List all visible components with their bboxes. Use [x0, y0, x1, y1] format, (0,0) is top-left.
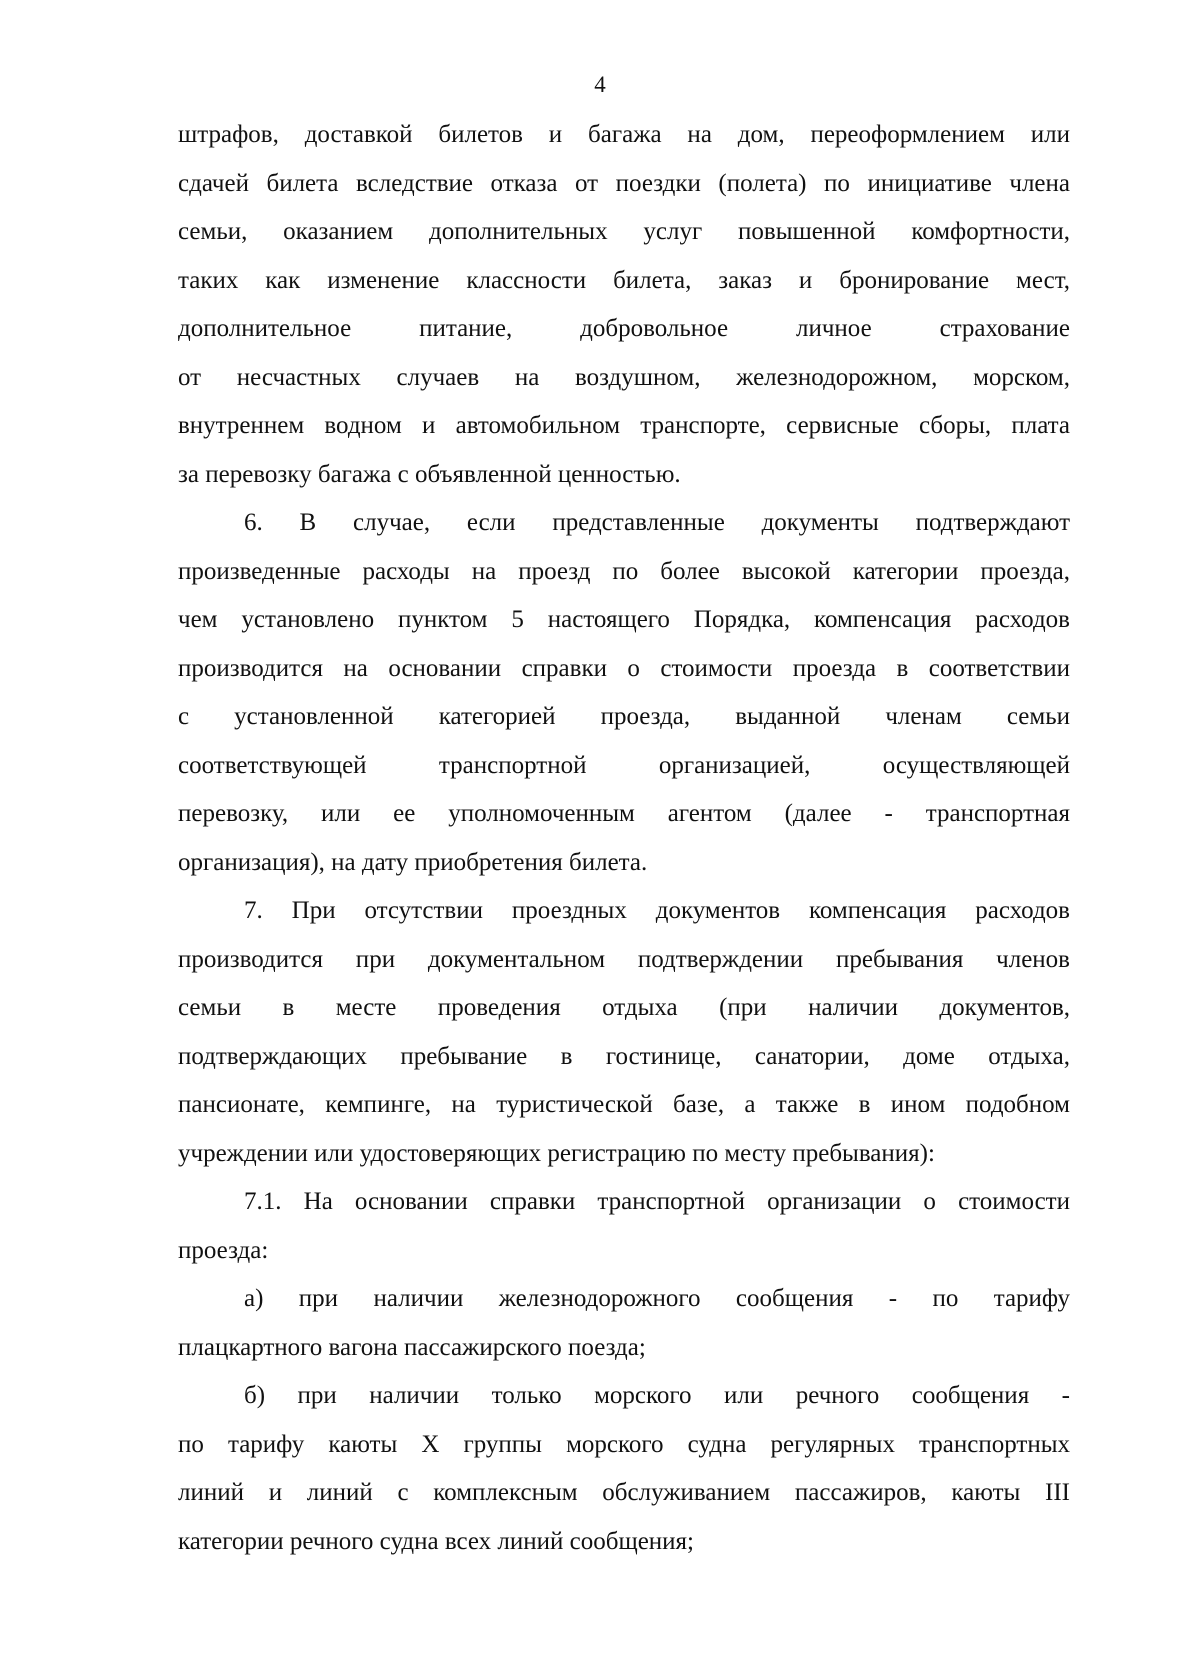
page-number: 4 [594, 72, 606, 97]
paragraph-item-b [178, 1372, 1070, 1566]
text-line: 7. При отсутствии проездных документов компенсация расходов [244, 897, 1070, 924]
text-line: производится на основании справки о стоимости проезда в соответствии [178, 654, 1070, 682]
paragraph-7-1 [178, 1178, 1070, 1275]
text-line: за перевозку багажа с объявленной ценностью. [178, 460, 681, 488]
paragraph-7 [178, 887, 1070, 1178]
paragraph-continuation [178, 111, 1070, 499]
paragraph-item-a [178, 1275, 1070, 1372]
text-line: перевозку, или ее уполномоченным агентом (далее - транспортная [178, 800, 1070, 827]
text-line: учреждении или удостоверяющих регистрацию по месту пребывания): [178, 1139, 935, 1167]
text-line: штрафов, доставкой билетов и багажа на дом, переоформлением или [178, 121, 1070, 148]
text-line: подтверждающих пребывание в гостинице, санатории, доме отдыха, [178, 1042, 1070, 1070]
text-line: организация), на дату приобретения билета. [178, 848, 648, 876]
text-line: плацкартного вагона пассажирского поезда; [178, 1333, 646, 1361]
text-line: чем установлено пунктом 5 настоящего Порядка, компенсация расходов [178, 606, 1070, 633]
text-line: произведенные расходы на проезд по более высокой категории проезда, [178, 557, 1070, 585]
text-line: пансионате, кемпинге, на туристической базе, а также в ином подобном [178, 1091, 1070, 1118]
text-line: категории речного судна всех линий сообщения; [178, 1527, 695, 1555]
text-line: с установленной категорией проезда, выданной членам семьи [178, 703, 1070, 730]
text-line: б) при наличии только морского или речного сообщения - [244, 1382, 1070, 1409]
paragraph-6 [178, 499, 1070, 887]
text-line: линий и линий с комплексным обслуживанием пассажиров, каюты III [178, 1479, 1070, 1506]
text-line: дополнительное питание, добровольное личное страхование [178, 315, 1070, 342]
text-line: от несчастных случаев на воздушном, железнодорожном, морском, [178, 363, 1070, 391]
text-line: производится при документальном подтверждении пребывания членов [178, 945, 1070, 973]
text-line: сдачей билета вследствие отказа от поездки (полета) по инициативе члена [178, 169, 1070, 197]
text-line: таких как изменение классности билета, заказ и бронирование мест, [178, 266, 1070, 294]
text-line: а) при наличии железнодорожного сообщения - по тарифу [244, 1285, 1070, 1312]
text-line: соответствующей транспортной организацией, осуществляющей [178, 751, 1070, 779]
text-line: по тарифу каюты X группы морского судна регулярных транспортных [178, 1430, 1070, 1458]
document-body [178, 111, 1070, 1566]
text-line: семьи, оказанием дополнительных услуг повышенной комфортности, [178, 218, 1070, 245]
text-line: 7.1. На основании справки транспортной организации о стоимости [244, 1188, 1070, 1215]
text-line: проезда: [178, 1236, 269, 1264]
text-line: семьи в месте проведения отдыха (при наличии документов, [178, 994, 1070, 1021]
text-line: внутреннем водном и автомобильном транспорте, сервисные сборы, плата [178, 412, 1070, 439]
text-line: 6. В случае, если представленные документы подтверждают [244, 509, 1070, 536]
